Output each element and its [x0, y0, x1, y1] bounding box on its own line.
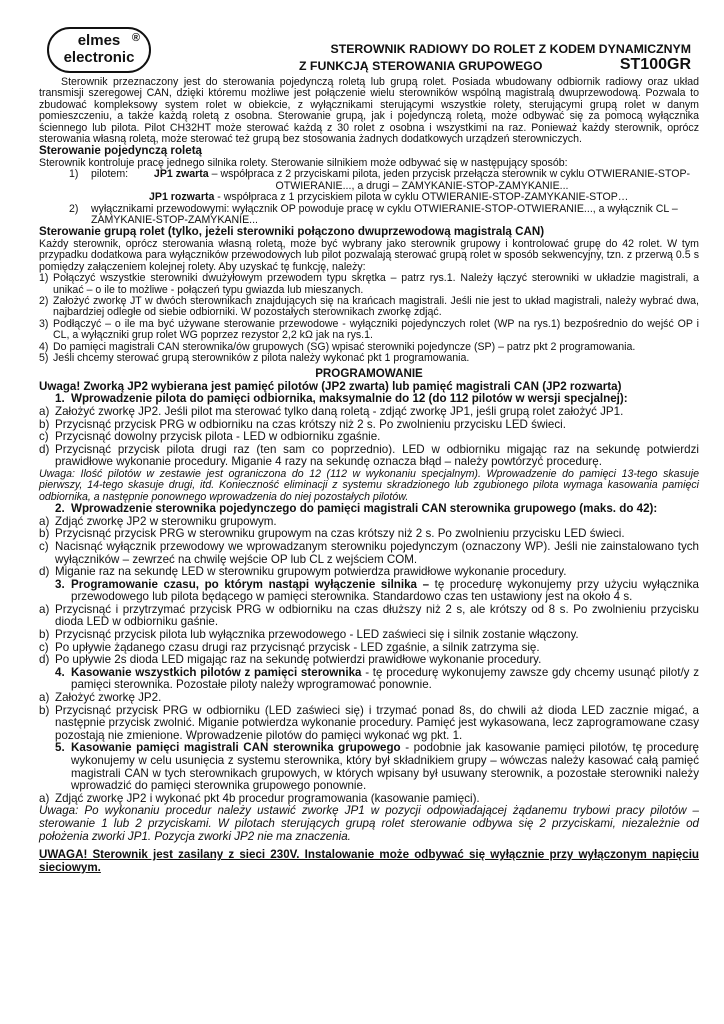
- step-heading: [39, 667, 699, 692]
- list-item: [39, 353, 699, 364]
- list-letter: a): [39, 404, 50, 418]
- list-item: [39, 444, 699, 469]
- logo-line-2: electronic: [63, 49, 135, 66]
- list-number: 2): [39, 294, 49, 307]
- step-heading: [39, 579, 699, 604]
- list-text: Nacisnąć wyłącznik przewodowy we wprowadzanym sterowniku pojedynczym (oznaczony WP). Jeśli nie zainstalowano tych wyłączników – zewrzeć na chwilę wejście OP lub CL z wejściem COM.: [55, 539, 699, 566]
- step-4-list: [39, 692, 699, 742]
- list-letter: b): [39, 417, 50, 431]
- step-title-bold: Kasowanie wszystkich pilotów z pamięci sterownika: [71, 665, 362, 679]
- step-title-text: - tę procedurę wykonujemy zawsze gdy chcemy usunąć pilot/y z pamięci sterownika. Pozostałe piloty należy wprogramować ponownie.: [71, 665, 699, 692]
- list-text: Zdjąć zworkę JP2 w sterowniku grupowym.: [55, 514, 277, 528]
- step-heading: [39, 503, 699, 516]
- list-item: [39, 192, 699, 203]
- step-number: 2.: [55, 502, 65, 516]
- step-title: Wprowadzenie pilota do pamięci odbiornika, maksymalnie do 12 (do 112 pilotów w wersji specjalnej):: [71, 392, 628, 406]
- list-letter: a): [39, 514, 50, 528]
- list-item: [39, 406, 699, 419]
- list-letter: c): [39, 640, 49, 654]
- list-text: Przycisnąć przycisk PRG w sterowniku grupowym na czas krótszy niż 2 s. Po zwolnieniu przycisku LED świeci.: [55, 527, 625, 541]
- list-text: Po upływie 2s dioda LED migając raz na sekundę potwierdzi prawidłowe wykonanie procedury.: [55, 653, 542, 667]
- list-text: Po upływie żądanego czasu drugi raz przycisnąć przycisk - LED zgaśnie, a silnik zatrzyma się.: [55, 640, 540, 654]
- list-text: Jeśli chcemy sterować grupą sterowników z pilota należy wykonać pkt 1 programowania.: [53, 351, 470, 364]
- list-item: [39, 273, 699, 296]
- document-body: [39, 77, 699, 874]
- list-text: Przycisnąć przycisk PRG w odbiorniku (LED zaświeci się) i trzymać ponad 8s, do chwili aż dioda LED zacznie migać, a następnie przycisk zwolnić. Miganie potwierdza wykonanie procedury. Pamięć jest wykasowana, lecz zaprogramowane czasy pozostają nie zmienione. Wprowadzenie pilotów do pamięci wykonać wg pkt. 1.: [55, 703, 699, 742]
- step-title: [71, 579, 699, 604]
- list-text: Do pamięci magistrali CAN sterownika/ów grupowych (SG) wpisać sterowniki pojedyncze (SP) – patrz pkt 2 programowania.: [53, 340, 636, 353]
- step-title: [71, 667, 699, 692]
- programming-heading: PROGRAMOWANIE: [315, 367, 423, 381]
- group-steps-list: [39, 273, 699, 364]
- jp1-closed-text: – współpraca z 2 przyciskami pilota, jeden przycisk przełącza sterownik w cyklu OTWIERANIE-STOP-OTWIERANIE..., a drugi – ZAMYKANIE-STOP-ZAMYKANIE...: [208, 168, 691, 192]
- list-text: Założyć zworkę JP2. Jeśli pilot ma sterować tylko daną roletą - zdjąć zworkę JP1, jeśli grupą rolet założyć JP1.: [55, 404, 624, 418]
- list-item: [39, 169, 699, 192]
- list-text: [151, 169, 699, 192]
- step-heading: [39, 742, 699, 792]
- list-text: Przycisnąć dowolny przycisk pilota - LED w odbiorniku zgaśnie.: [55, 430, 381, 444]
- jp1-closed-label: JP1 zwarta: [153, 168, 209, 181]
- list-number: 4): [39, 340, 49, 353]
- list-number: 5): [39, 351, 49, 364]
- step-number: 3.: [55, 577, 65, 591]
- safety-warning: UWAGA! Sterownik jest zasilany z sieci 230V. Instalowanie może odbywać się wyłącznie przy wyłączonym napięciu sieciowym.: [39, 848, 699, 874]
- list-letter: c): [39, 539, 49, 553]
- jumper-warning: Uwaga! Zworką JP2 wybierana jest pamięć pilotów (JP2 zwarta) lub pamięć magistrali CAN (JP2 rozwarta): [39, 379, 622, 393]
- step-title: Wprowadzenie sterownika pojedynczego do pamięci magistrali CAN sterownika grupowego (maks. do 42):: [71, 502, 658, 516]
- list-item: [39, 296, 699, 319]
- list-text: Przycisnąć przycisk PRG w odbiorniku na czas krótszy niż 2 s. Po zwolnieniu przycisku LED świeci.: [55, 417, 566, 431]
- intro-paragraph: Sterownik przeznaczony jest do sterowania pojedynczą roletą lub grupą rolet. Posiada wbudowany odbiornik radiowy oraz układ transmisji szeregowej CAN, dzięki któremu możliwe jest połączenie wielu sterowników wspólną magistralą dwuprzewodową. Pozwala to zbudować kompleksowy system rolet w obiekcie, z wyłącznikami sterującymi wszystkie rolety, sterującymi grupą rolet w danym pomieszczeniu, a także każdą roletą z osobna. Sterowanie grupą, jak i pojedynczą roletą, może odbywać się za pomocą wyłącznika ściennego lub pilota. Pilot CH32HT może sterować każdą z 30 rolet z osobna i wszystkimi na raz. Ponieważ każdy sterownik, oprócz sterowania własną roletą, może sterować też grupą bez stosowania żadnych dodatkowych urządzeń sterowniczych.: [39, 76, 699, 146]
- list-text: Połączyć wszystkie sterowniki dwużyłowym przewodem typu skrętka – patrz rys.1. Należy łączyć sterowniki w układzie magistrali, a unikać – o ile to możliwe - połączeń typu gwiazda lub mieszanych.: [53, 272, 699, 296]
- single-control-lead: Sterownik kontroluje pracę jednego silnika rolety. Sterowanie silnikiem może odbywać się w następujący sposób:: [39, 156, 568, 169]
- step-5-note: Uwaga: Po wykonaniu procedur należy ustawić zworkę JP1 w pozycji odpowiadającej żądanemu trybowi pracy pilotów – sterowanie 1 lub 2 przyciskami. W pilotach sterujących grupą rolet sterowanie odbywa się 2 przyciskami, niezależnie od położenia zworki JP1. Pozycja zworki JP2 nie ma znaczenia.: [39, 804, 699, 843]
- elmes-logo: [47, 27, 151, 73]
- step-number: 4.: [55, 665, 65, 679]
- list-item: [39, 705, 699, 743]
- step-1-note: Uwaga: Ilość pilotów w zestawie jest ograniczona do 12 (112 w wykonaniu specjalnym). Wprowadzenie do pamięci 13-tego skasuje pierwszy, 14-tego skasuje drugi, itd. Konieczność eliminacji z systemu skradzionego lub zgubionego pilota wymaga kasowania pamięci odbiornika, a następnie ponownego wprowadzenia do niej pozostałych pilotów.: [39, 467, 699, 503]
- step-title-text: tę procedurę wykonujemy przy użyciu wyłącznika przewodowego lub pilota będącego w pamięci sterownika. Standardowo czas ten ustawiony jest na około 4 s.: [71, 577, 700, 604]
- group-control-heading: Sterowanie grupą rolet (tylko, jeżeli sterowniki połączono dwuprzewodową magistralą CAN): [39, 225, 545, 239]
- list-text: wyłącznikami przewodowymi: wyłącznik OP powoduje pracę w cyklu OTWIERANIE-STOP-OTWIERANIE..., a wyłącznik CL – ZAMYKANIE-STOP-ZAMYKANIE...: [91, 202, 678, 226]
- step-title: [71, 742, 699, 792]
- group-control-lead: Każdy sterownik, oprócz sterowania własną roletą, może być wybrany jako sterownik grupowy i kontrolować grupę do 42 rolet. W tym przypadku dodatkowa para wyłączników przewodowych lub pilot pozwalają sterować grupą rolet w sposób sekwencyjny, tzn. z przerwą 0.5 s pomiędzy załączeniem kolejnej rolety. Aby uzyskać tę funkcję, należy:: [39, 237, 699, 273]
- step-2-list: [39, 516, 699, 579]
- step-1-list: [39, 406, 699, 469]
- list-item: [39, 319, 699, 342]
- list-number: 2): [69, 202, 79, 215]
- step-number: 5.: [55, 741, 65, 755]
- list-text: Zdjąć zworkę JP2 i wykonać pkt 4b procedur programowania (kasowanie pamięci).: [55, 791, 480, 805]
- logo-line-1: elmes: [77, 32, 121, 49]
- registered-mark: ®: [131, 32, 140, 44]
- list-item: [39, 541, 699, 566]
- single-control-heading: Sterowanie pojedynczą roletą: [39, 144, 203, 158]
- step-3-list: [39, 604, 699, 667]
- list-label: pilotem:: [91, 168, 129, 181]
- step-number: 1.: [55, 392, 65, 406]
- list-number: 3): [39, 317, 49, 330]
- step-title-text: - podobnie jak kasowanie pamięci pilotów, tę procedurę wykonujemy w celu usunięcia z systemu sterownika, który był składnikiem grupy – wówczas należy kasować całą pamięć magistrali CAN w tych sterownikach grupowych, w których wpisany był usuwany sterownik, a pozostałe sterowniki należy wprowadzić do pamięci sterownika grupowego ponownie.: [71, 741, 700, 793]
- list-letter: d): [39, 442, 50, 456]
- list-text: Założyć zworkę JT w dwóch sterownikach znajdujących się na krańcach magistrali. Jeśli nie jest to układ magistrali, należy wybrać dwa, najbardziej odległe od siebie odbiorniki. W pozostałych sterownikach zworkę zdjąć.: [53, 294, 699, 319]
- list-letter: b): [39, 527, 50, 541]
- list-letter: c): [39, 430, 49, 444]
- list-letter: b): [39, 703, 50, 717]
- list-number: 1): [69, 168, 79, 181]
- list-text: Założyć zworkę JP2.: [55, 691, 162, 705]
- list-item: [39, 604, 699, 629]
- list-letter: a): [39, 791, 50, 805]
- list-item: [39, 204, 699, 227]
- document-subtitle: Z FUNKCJĄ STEROWANIA GRUPOWEGO: [299, 59, 543, 73]
- list-text: Przycisnąć przycisk pilota drugi raz (ten sam co poprzednio). LED w odbiorniku migając raz na sekundę potwierdzi prawidłowe wykonanie procedury. Miganie 4 razy na sekundę oznacza błąd – należy powtórzyć procedurę.: [55, 442, 699, 469]
- list-letter: a): [39, 602, 50, 616]
- list-number: 1): [39, 272, 49, 285]
- step-title-bold: Programowanie czasu, po którym nastąpi wyłączenie silnika –: [71, 577, 430, 591]
- list-text: Przycisnąć przycisk pilota lub wyłącznika przewodowego - LED zaświeci się i silnik zostanie włączony.: [55, 628, 579, 642]
- list-text: Miganie raz na sekundę LED w sterowniku grupowym potwierdza prawidłowe wykonanie procedury.: [55, 565, 567, 579]
- step-title-bold: Kasowanie pamięci magistrali CAN sterownika grupowego: [71, 741, 401, 755]
- list-letter: d): [39, 565, 50, 579]
- list-letter: a): [39, 691, 50, 705]
- list-letter: b): [39, 628, 50, 642]
- list-item: [39, 629, 699, 642]
- jp1-open-text: - współpraca z 1 przyciskiem pilota w cyklu OTWIERANIE-STOP-ZAMYKANIE-STOP…: [214, 191, 629, 204]
- document-title: STEROWNIK RADIOWY DO ROLET Z KODEM DYNAMICZNYM: [330, 42, 691, 56]
- list-letter: d): [39, 653, 50, 667]
- list-item: [39, 431, 699, 444]
- list-item: [39, 692, 699, 705]
- jp1-open-label: JP1 rozwarta: [149, 191, 215, 204]
- list-text: Przycisnąć i przytrzymać przycisk PRG w odbiorniku na czas dłuższy niż 2 s, ale krótszy od 8 s. Po zwolnieniu przycisku dioda LED w odbiorniku gaśnie.: [55, 602, 699, 629]
- model-number: ST100GR: [619, 56, 691, 73]
- list-text: Podłączyć – o ile ma być używane sterowanie przewodowe - wyłączniki pojedynczych rolet (WP na rys.1) bezpośrednio do wejść OP i CL, a wyłączniki grup rolet WG poprzez rezystor 2,2 kΩ jak na rys.1.: [53, 317, 699, 342]
